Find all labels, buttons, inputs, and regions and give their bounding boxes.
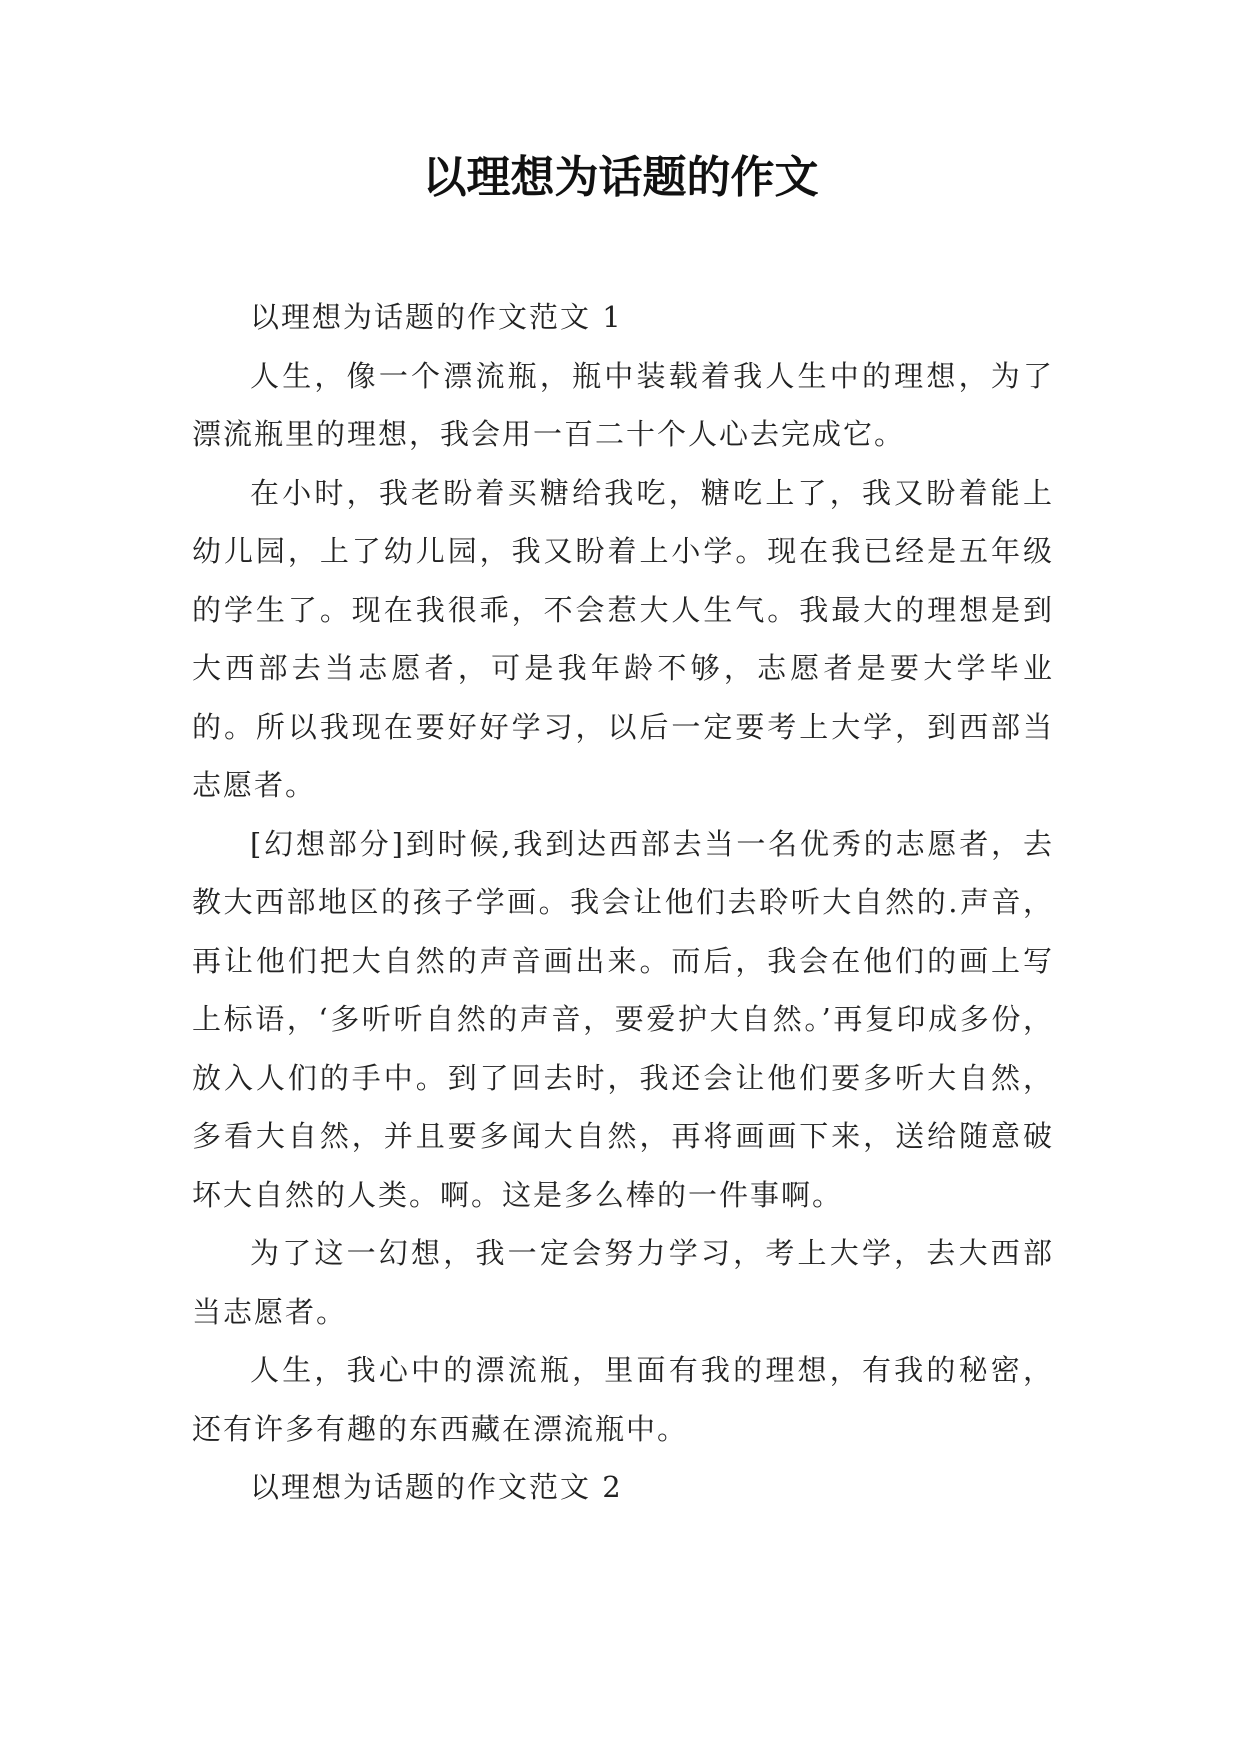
paragraph-heading-1: 以理想为话题的作文范文 1 [250,300,623,334]
paragraph: [幻想部分]到时候,我到达西部去当一名优秀的志愿者，去教大西部地区的孩子学画。我会让他们去聆听大自然的.声音，再让他们把大自然的声音画出来。而后，我会在他们的画上写上标语，‘多听听自然的声音，要爱护大自然。’再复印成多份，放入人们的手中。到了回去时，我还会让他们要多听大自然，多看大自然，并且要多闻大自然，再将画画下来，送给随意破坏大自然的人类。啊。这是多么棒的一件事啊。 [192,826,1054,1212]
document-title: 以理想为话题的作文 [422,152,819,203]
paragraph: 为了这一幻想，我一定会努力学习，考上大学，去大西部当志愿者。 [192,1236,1054,1329]
document-body [192,288,1054,1517]
paragraph: 在小时，我老盼着买糖给我吃，糖吃上了，我又盼着能上幼儿园，上了幼儿园，我又盼着上小学。现在我已经是五年级的学生了。现在我很乖，不会惹大人生气。我最大的理想是到大西部去当志愿者，可是我年龄不够，志愿者是要大学毕业的。所以我现在要好好学习，以后一定要考上大学，到西部当志愿者。 [192,475,1054,802]
paragraph: 人生，像一个漂流瓶，瓶中装载着我人生中的理想，为了漂流瓶里的理想，我会用一百二十个人心去完成它。 [192,358,1054,451]
paragraph: 人生，我心中的漂流瓶，里面有我的理想，有我的秘密，还有许多有趣的东西藏在漂流瓶中。 [192,1353,1054,1446]
paragraph-heading-2: 以理想为话题的作文范文 2 [250,1470,623,1504]
